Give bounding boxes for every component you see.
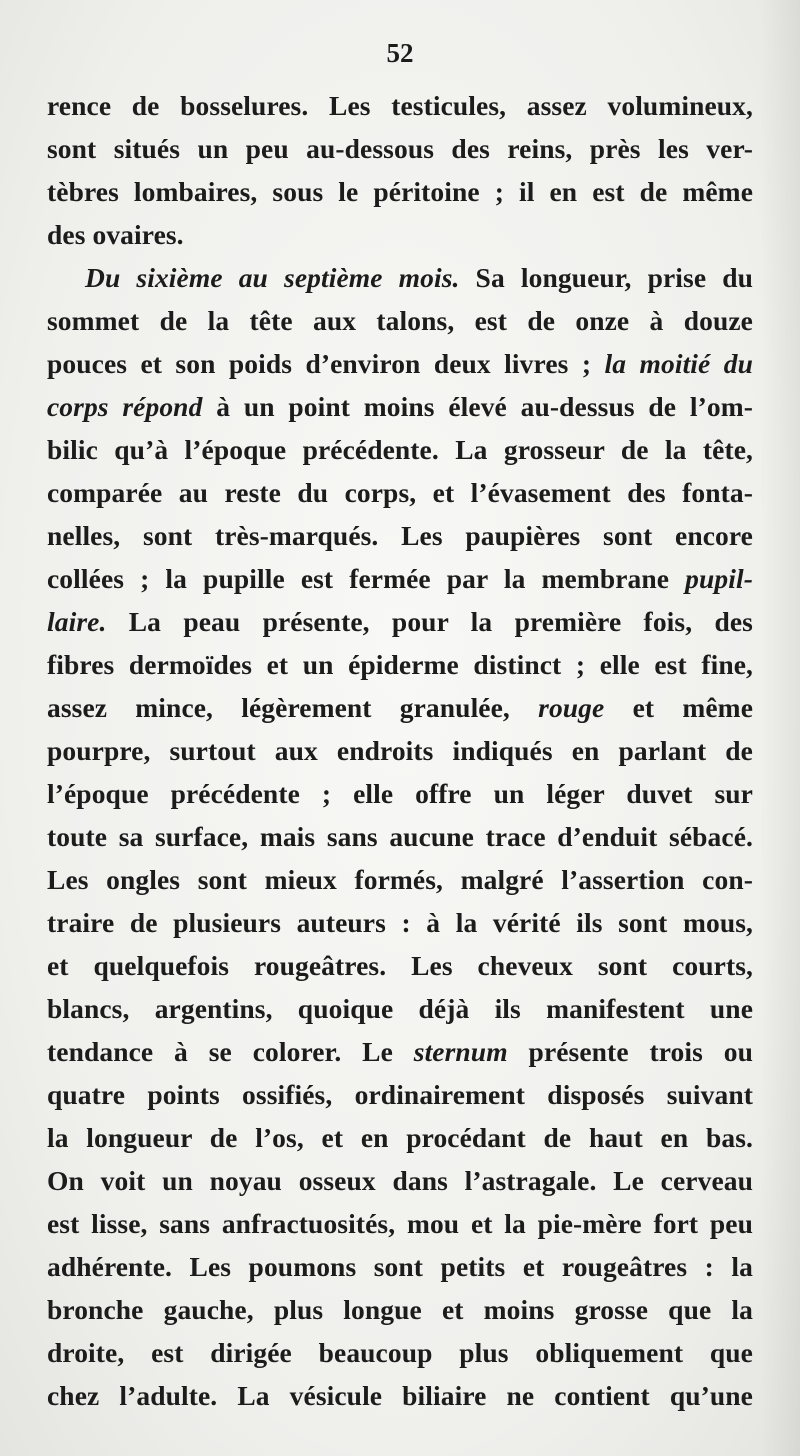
text-line	[47, 1331, 753, 1374]
text-run: pouces et son poids d’environ deux livres ;	[47, 348, 605, 379]
text-run: est lisse, sans anfractuosités, mou et la pie-mère fort peu	[47, 1208, 753, 1239]
text-line	[47, 170, 753, 213]
text-line	[47, 213, 753, 256]
text-line	[47, 987, 753, 1030]
text-run: adhérente. Les poumons sont petits et rougeâtres : la	[47, 1251, 753, 1282]
text-line	[47, 342, 753, 385]
text-run: collées ; la pupille est fermée par la membrane	[47, 563, 686, 594]
italic-text-run: sternum	[413, 1036, 508, 1067]
text-line	[47, 643, 753, 686]
text-run: On voit un noyau osseux dans l’astragale. Le cerveau	[47, 1165, 753, 1196]
text-run: comparée au reste du corps, et l’évasement des fonta-	[47, 477, 753, 508]
text-run: La peau présente, pour la première fois, des	[106, 606, 753, 637]
text-line	[47, 944, 753, 987]
text-line	[47, 1374, 753, 1417]
text-run: bilic qu’à l’époque précédente. La grosseur de la tête,	[47, 434, 753, 465]
italic-text-run: pupil-	[685, 563, 753, 594]
text-line	[47, 858, 753, 901]
text-line	[47, 1073, 753, 1116]
text-run: bronche gauche, plus longue et moins grosse que la	[47, 1294, 753, 1325]
text-run: tendance à se colorer. Le	[47, 1036, 414, 1067]
italic-text-run: la moitié du	[604, 348, 754, 379]
text-run: l’époque précédente ; elle offre un léger duvet sur	[47, 778, 753, 809]
text-line	[47, 1245, 753, 1288]
italic-text-run: Du sixième au septième mois.	[85, 262, 460, 293]
text-run: présente trois ou	[507, 1036, 754, 1067]
text-run: nelles, sont très-marqués. Les paupières sont encore	[47, 520, 753, 551]
text-line	[47, 428, 753, 471]
text-run: et même	[604, 692, 753, 723]
text-line	[47, 256, 753, 299]
italic-text-run: corps répond	[47, 391, 203, 422]
text-line	[47, 557, 753, 600]
text-line	[47, 127, 753, 170]
body-text	[47, 84, 753, 1417]
text-line	[47, 729, 753, 772]
italic-text-run: rouge	[538, 692, 605, 723]
text-line	[47, 772, 753, 815]
text-line	[47, 1116, 753, 1159]
text-line	[47, 514, 753, 557]
text-line	[47, 299, 753, 342]
text-line	[47, 385, 753, 428]
text-line	[47, 901, 753, 944]
text-run: Sa longueur, prise du	[459, 262, 753, 293]
text-run: traire de plusieurs auteurs : à la vérité ils sont mous,	[47, 907, 753, 938]
text-run: blancs, argentins, quoique déjà ils manifestent une	[47, 993, 753, 1024]
text-line	[47, 471, 753, 514]
page-gutter-shadow	[760, 0, 800, 1456]
text-run: toute sa surface, mais sans aucune trace d’enduit sébacé.	[47, 821, 753, 852]
text-run: la longueur de l’os, et en procédant de haut en bas.	[47, 1122, 753, 1153]
text-run: fibres dermoïdes et un épiderme distinct ; elle est fine,	[47, 649, 753, 680]
text-run: assez mince, légèrement granulée,	[47, 692, 539, 723]
text-line	[47, 686, 753, 729]
italic-text-run: laire.	[47, 606, 107, 637]
text-line	[47, 1288, 753, 1331]
text-run: chez l’adulte. La vésicule biliaire ne contient qu’une	[47, 1380, 753, 1411]
text-run: droite, est dirigée beaucoup plus obliquement que	[47, 1337, 753, 1368]
text-run: pourpre, surtout aux endroits indiqués en parlant de	[47, 735, 753, 766]
text-run: Les ongles sont mieux formés, malgré l’assertion con-	[47, 864, 753, 895]
text-run: sont situés un peu au-dessous des reins, près les ver-	[47, 133, 753, 164]
text-run: à un point moins élevé au-dessus de l’om-	[202, 391, 753, 422]
text-line	[47, 1030, 753, 1073]
text-line	[47, 600, 753, 643]
text-run: et quelquefois rougeâtres. Les cheveux sont courts,	[47, 950, 753, 981]
text-line	[47, 815, 753, 858]
text-line	[47, 84, 753, 127]
text-line	[47, 1159, 753, 1202]
text-run: sommet de la tête aux talons, est de onze à douze	[47, 305, 753, 336]
text-run: rence de bosselures. Les testicules, assez volumineux,	[47, 90, 753, 121]
text-run: des ovaires.	[47, 219, 184, 250]
text-run: quatre points ossifiés, ordinairement disposés suivant	[47, 1079, 753, 1110]
text-line	[47, 1202, 753, 1245]
page-number: 52	[386, 38, 414, 68]
text-run: tèbres lombaires, sous le péritoine ; il en est de même	[47, 176, 753, 207]
